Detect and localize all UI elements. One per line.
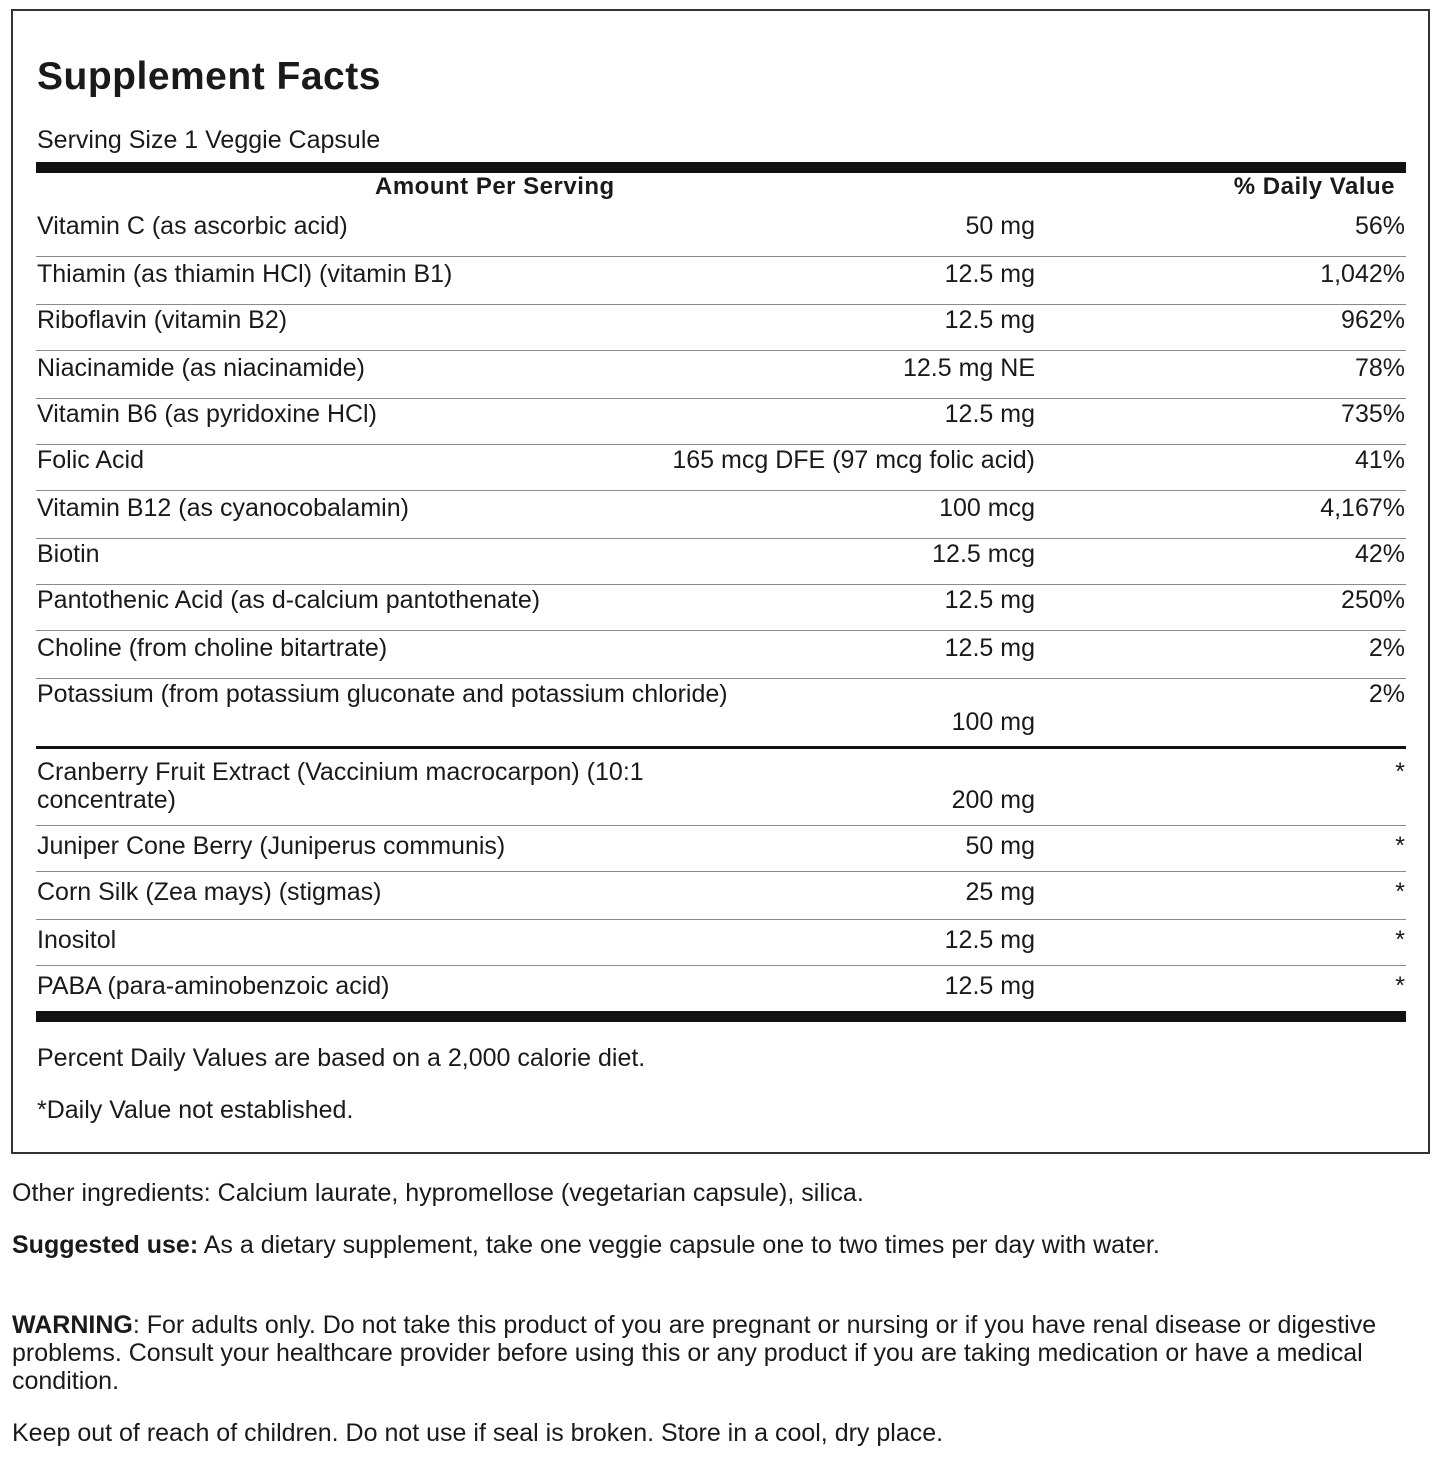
footnote-calorie: Percent Daily Values are based on a 2,000 calorie diet.: [37, 1044, 646, 1072]
nutrient-amount: 12.5 mg: [944, 400, 1035, 428]
nutrient-dv: 2%: [1368, 634, 1405, 662]
footnote-daily-value: *Daily Value not established.: [37, 1096, 354, 1124]
other-ingredients: Other ingredients: Calcium laurate, hypromellose (vegetarian capsule), silica.: [12, 1179, 864, 1207]
suggested-use-text: As a dietary supplement, take one veggie capsule one to two times per day with water.: [198, 1231, 1160, 1259]
ingredient-row-juniper: [36, 832, 1406, 872]
nutrient-name: Vitamin B6 (as pyridoxine HCl): [37, 400, 377, 428]
panel-title: Supplement Facts: [37, 55, 381, 98]
nutrient-row-potassium: [36, 680, 1406, 746]
ingredient-dv: *: [1395, 878, 1405, 906]
nutrient-amount: 100 mcg: [939, 494, 1035, 522]
nutrient-row-vitamin-b12: [36, 494, 1406, 539]
ingredient-name: Corn Silk (Zea mays) (stigmas): [37, 878, 382, 906]
ingredient-dv: *: [1395, 972, 1405, 1000]
nutrient-name: Choline (from choline bitartrate): [37, 634, 388, 662]
ingredient-amount: 25 mg: [965, 878, 1035, 906]
ingredient-name: Inositol: [37, 926, 117, 954]
header-amount-per-serving: Amount Per Serving: [375, 173, 615, 200]
ingredient-dv: *: [1395, 832, 1405, 860]
ingredient-dv: *: [1395, 758, 1405, 786]
nutrient-row-vitamin-b6: [36, 400, 1406, 445]
nutrient-name: Pantothenic Acid (as d-calcium pantothenate): [37, 586, 541, 614]
ingredient-amount: 200 mg: [951, 786, 1035, 814]
nutrient-name: Niacinamide (as niacinamide): [37, 354, 365, 382]
ingredient-row-inositol: [36, 926, 1406, 966]
nutrient-amount: 12.5 mg: [944, 260, 1035, 288]
middle-rule: [36, 746, 1406, 749]
nutrient-row-pantothenic-acid: [36, 586, 1406, 631]
nutrient-amount: 100 mg: [951, 708, 1035, 736]
nutrient-dv: 2%: [1368, 680, 1405, 708]
nutrient-amount: 12.5 mg: [944, 306, 1035, 334]
nutrient-row-folic-acid: [36, 446, 1406, 491]
nutrient-amount: 12.5 mcg: [932, 540, 1035, 568]
nutrient-amount: 50 mg: [965, 212, 1035, 240]
nutrient-name: Vitamin B12 (as cyanocobalamin): [37, 494, 409, 522]
nutrient-name: Potassium (from potassium gluconate and potassium chloride): [37, 680, 728, 708]
bottom-rule: [36, 1011, 1406, 1022]
nutrient-name: Biotin: [37, 540, 100, 568]
ingredient-row-paba: [36, 972, 1406, 1008]
nutrient-dv: 4,167%: [1320, 494, 1405, 522]
nutrient-row-niacinamide: [36, 354, 1406, 399]
nutrient-row-choline: [36, 634, 1406, 679]
nutrient-amount: 12.5 mg NE: [902, 354, 1035, 382]
nutrient-dv: 735%: [1341, 400, 1405, 428]
nutrient-name: Vitamin C (as ascorbic acid): [37, 212, 348, 240]
warning-text: : For adults only. Do not take this product of you are pregnant or nursing or if you have renal disease or digestive problems. Consult your healthcare provider before using this or any product if you are taking medication or have a medical condition.: [12, 1311, 1377, 1395]
nutrient-name: Folic Acid: [37, 446, 144, 474]
ingredient-amount: 12.5 mg: [944, 926, 1035, 954]
nutrient-dv: 41%: [1354, 446, 1405, 474]
nutrient-dv: 962%: [1341, 306, 1405, 334]
ingredient-name-continued: concentrate): [37, 786, 176, 814]
nutrient-dv: 78%: [1354, 354, 1405, 382]
suggested-use: [12, 1231, 1422, 1259]
nutrient-dv: 250%: [1341, 586, 1405, 614]
nutrient-row-thiamin: [36, 260, 1406, 305]
nutrient-row-riboflavin: [36, 306, 1406, 351]
nutrient-amount: 12.5 mg: [944, 634, 1035, 662]
nutrient-name: Thiamin (as thiamin HCl) (vitamin B1): [37, 260, 453, 288]
suggested-use-label: Suggested use:: [12, 1231, 199, 1259]
nutrient-dv: 56%: [1354, 212, 1405, 240]
ingredient-name: PABA (para-aminobenzoic acid): [37, 972, 390, 1000]
ingredient-amount: 50 mg: [965, 832, 1035, 860]
ingredient-dv: *: [1395, 926, 1405, 954]
nutrient-amount: 165 mcg DFE (97 mcg folic acid): [672, 446, 1035, 474]
serving-size: Serving Size 1 Veggie Capsule: [37, 126, 381, 154]
ingredient-amount: 12.5 mg: [944, 972, 1035, 1000]
ingredient-name: Cranberry Fruit Extract (Vaccinium macrocarpon) (10:1: [37, 758, 644, 786]
nutrient-row-vitamin-c: [36, 212, 1406, 257]
nutrient-amount: 12.5 mg: [944, 586, 1035, 614]
ingredient-row-corn-silk: [36, 878, 1406, 920]
nutrient-dv: 42%: [1354, 540, 1405, 568]
header-daily-value: % Daily Value: [1233, 173, 1395, 200]
nutrient-dv: 1,042%: [1320, 260, 1405, 288]
warning: [12, 1311, 1422, 1395]
ingredient-name: Juniper Cone Berry (Juniperus communis): [37, 832, 506, 860]
nutrient-row-biotin: [36, 540, 1406, 585]
top-rule: [36, 162, 1406, 173]
nutrient-name: Riboflavin (vitamin B2): [37, 306, 288, 334]
ingredient-row-cranberry: [36, 758, 1406, 826]
storage-instructions: Keep out of reach of children. Do not use if seal is broken. Store in a cool, dry place.: [12, 1419, 944, 1447]
warning-label: WARNING: [12, 1311, 133, 1339]
